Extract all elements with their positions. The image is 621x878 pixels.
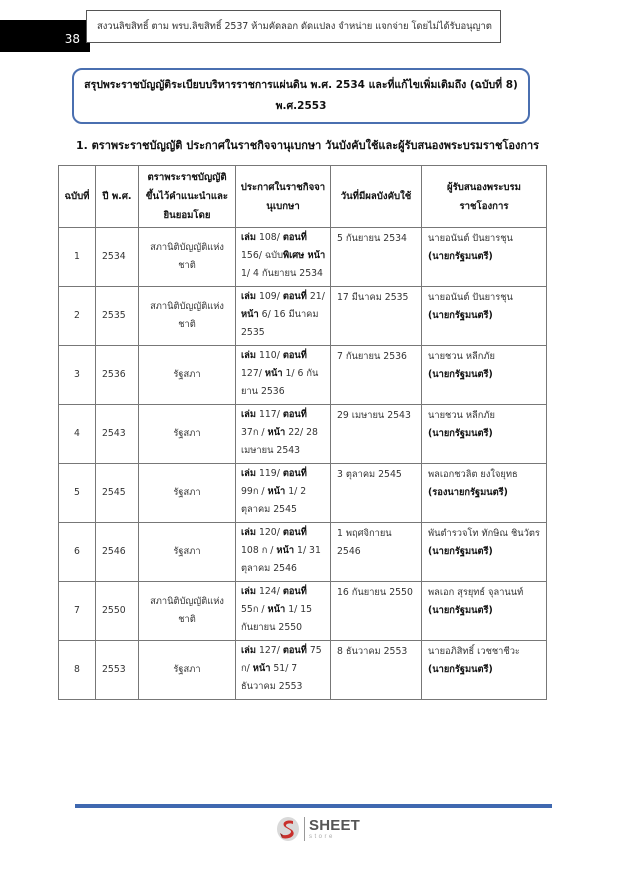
cell-enacted-by: รัฐสภา xyxy=(139,346,236,405)
cell-issue-no: 1 xyxy=(59,228,96,287)
document-title-line2: พ.ศ.2553 xyxy=(275,100,327,112)
cell-effective-date: 7 กันยายน 2536 xyxy=(331,346,422,405)
logo-main-text: SHEET xyxy=(309,817,361,834)
gazette-volume: 120/ xyxy=(256,527,283,538)
gazette-volume-label: เล่ม xyxy=(241,291,257,302)
cell-year: 2534 xyxy=(96,228,139,287)
cell-enacted-by: รัฐสภา xyxy=(139,523,236,582)
gazette-section-label: ตอนที่ xyxy=(282,232,307,243)
sheet-store-s-icon xyxy=(276,816,300,842)
copyright-notice: สงวนลิขสิทธิ์ ตาม พรบ.ลิขสิทธิ์ 2537 ห้ามคัดลอก ดัดแปลง จำหน่าย แจกจ่าย โดยไม่ได้รับอนุญาต xyxy=(97,21,492,32)
gazette-page-date: 1/ 15 กันยายน 2550 xyxy=(241,604,313,633)
gazette-section: 99ก / xyxy=(241,486,268,497)
cell-gazette xyxy=(236,405,331,464)
cell-gazette xyxy=(236,582,331,641)
document-title-box xyxy=(72,68,530,124)
footer-divider xyxy=(75,804,552,808)
gazette-section-label: ตอนที่ xyxy=(282,468,307,479)
gazette-volume: 108/ xyxy=(256,232,283,243)
signer-title: (นายกรัฐมนตรี) xyxy=(428,605,493,616)
table-row xyxy=(59,464,547,523)
cell-gazette xyxy=(236,287,331,346)
gazette-volume: 119/ xyxy=(256,468,283,479)
gazette-page-date: 51/ 7 ธันวาคม 2553 xyxy=(241,663,303,692)
gazette-page-date: 1/ 6 กันยาน 2536 xyxy=(241,368,319,397)
signer-name: นายอนันต์ ปันยารชุน xyxy=(428,233,513,244)
table-row xyxy=(59,641,547,700)
header-enacted-by: ตราพระราชบัญญัติขึ้นไว้คำแนะนำและยินยอมโดย xyxy=(139,166,236,228)
cell-effective-date: 29 เมษายน 2543 xyxy=(331,405,422,464)
table-row xyxy=(59,523,547,582)
header-countersigned-by: ผู้รับสนองพระบรมราชโองการ xyxy=(422,166,547,228)
page-number-box xyxy=(0,20,90,52)
cell-countersigned-by xyxy=(422,405,547,464)
gazette-page-label: หน้า xyxy=(276,545,295,556)
cell-issue-no: 4 xyxy=(59,405,96,464)
cell-issue-no: 3 xyxy=(59,346,96,405)
gazette-page-date: 1/ 4 กันยายน 2534 xyxy=(241,268,323,279)
cell-enacted-by: รัฐสภา xyxy=(139,641,236,700)
gazette-section: 55ก / xyxy=(241,604,268,615)
header-issue-no: ฉบับที่ xyxy=(59,166,96,228)
gazette-section-label: ตอนที่ xyxy=(282,409,307,420)
table-header-row xyxy=(59,166,547,228)
signer-title: (นายกรัฐมนตรี) xyxy=(428,310,493,321)
cell-countersigned-by xyxy=(422,228,547,287)
cell-gazette xyxy=(236,228,331,287)
cell-issue-no: 7 xyxy=(59,582,96,641)
cell-gazette xyxy=(236,641,331,700)
gazette-section: 108 ก / xyxy=(241,545,277,556)
gazette-volume-label: เล่ม xyxy=(241,527,257,538)
table-row xyxy=(59,346,547,405)
cell-enacted-by: สภานิติบัญญัติแห่งชาติ xyxy=(139,287,236,346)
gazette-volume: 124/ xyxy=(256,586,283,597)
cell-effective-date: 16 กันยายน 2550 xyxy=(331,582,422,641)
signer-name: พลเอก สุรยุทธ์ จุลานนท์ xyxy=(428,587,524,598)
cell-effective-date: 8 ธันวาคม 2553 xyxy=(331,641,422,700)
signer-name: พันตำรวจโท ทักษิณ ชินวัตร xyxy=(428,528,540,539)
gazette-section: 37ก / xyxy=(241,427,268,438)
cell-countersigned-by xyxy=(422,346,547,405)
signer-name: นายชวน หลีกภัย xyxy=(428,351,495,362)
gazette-page-date: 22/ 28 เมษายน 2543 xyxy=(241,427,318,456)
cell-issue-no: 8 xyxy=(59,641,96,700)
cell-enacted-by: สภานิติบัญญัติแห่งชาติ xyxy=(139,582,236,641)
cell-year: 2545 xyxy=(96,464,139,523)
amendments-table xyxy=(58,165,547,700)
cell-effective-date: 5 กันยายน 2534 xyxy=(331,228,422,287)
cell-effective-date: 1 พฤศจิกายน 2546 xyxy=(331,523,422,582)
gazette-page-date: 1/ 31 ตุลาคม 2546 xyxy=(241,545,321,574)
gazette-page-label: หน้า xyxy=(267,604,286,615)
sheet-store-logo xyxy=(276,815,360,843)
page-number: 38 xyxy=(64,32,80,46)
cell-year: 2543 xyxy=(96,405,139,464)
gazette-volume: 109/ xyxy=(256,291,283,302)
gazette-section-label: ตอนที่ xyxy=(282,350,307,361)
gazette-page-label: หน้า xyxy=(267,427,286,438)
table-row xyxy=(59,287,547,346)
gazette-section-label: ตอนที่ xyxy=(282,586,307,597)
gazette-volume: 117/ xyxy=(256,409,283,420)
cell-issue-no: 5 xyxy=(59,464,96,523)
header-year: ปี พ.ศ. xyxy=(96,166,139,228)
gazette-section-label: ตอนที่ xyxy=(282,291,307,302)
gazette-section: 75 ก/ xyxy=(241,645,322,674)
table-row xyxy=(59,228,547,287)
gazette-volume-label: เล่ม xyxy=(241,232,257,243)
header-effective-date: วันที่มีผลบังคับใช้ xyxy=(331,166,422,228)
section-heading: 1. ตราพระราชบัญญัติ ประกาศในราชกิจจานุเบกษา วันบังคับใช้และผู้รับสนองพระบรมราชโองการ xyxy=(76,139,540,152)
cell-enacted-by: รัฐสภา xyxy=(139,405,236,464)
signer-name: นายอนันต์ ปันยารชุน xyxy=(428,292,513,303)
signer-title: (รองนายกรัฐมนตรี) xyxy=(428,487,508,498)
signer-name: พลเอกชวลิต ยงใจยุทธ xyxy=(428,469,518,480)
document-title-line1: สรุปพระราชบัญญัติระเบียบบริหารราชการแผ่นดิน พ.ศ. 2534 และที่แก้ไขเพิ่มเติมถึง (ฉบับที่ 8) xyxy=(84,79,518,91)
gazette-volume: 110/ xyxy=(256,350,283,361)
table-row xyxy=(59,405,547,464)
signer-title: (นายกรัฐมนตรี) xyxy=(428,251,493,262)
cell-enacted-by: สภานิติบัญญัติแห่งชาติ xyxy=(139,228,236,287)
gazette-volume-label: เล่ม xyxy=(241,586,257,597)
cell-enacted-by: รัฐสภา xyxy=(139,464,236,523)
cell-countersigned-by xyxy=(422,287,547,346)
gazette-page-label: หน้า xyxy=(241,309,259,320)
gazette-volume-label: เล่ม xyxy=(241,468,257,479)
gazette-section: 127/ xyxy=(241,368,265,379)
signer-title: (นายกรัฐมนตรี) xyxy=(428,428,493,439)
cell-countersigned-by xyxy=(422,523,547,582)
gazette-section: 21/ xyxy=(306,291,325,302)
header-gazette: ประกาศในราชกิจจานุเบกษา xyxy=(236,166,331,228)
cell-issue-no: 6 xyxy=(59,523,96,582)
gazette-page-label: หน้า xyxy=(267,486,286,497)
signer-title: (นายกรัฐมนตรี) xyxy=(428,369,493,380)
gazette-section-label: ตอนที่ xyxy=(282,645,307,656)
signer-name: นายชวน หลีกภัย xyxy=(428,410,495,421)
cell-issue-no: 2 xyxy=(59,287,96,346)
cell-effective-date: 17 มีนาคม 2535 xyxy=(331,287,422,346)
gazette-volume-label: เล่ม xyxy=(241,350,257,361)
cell-year: 2553 xyxy=(96,641,139,700)
cell-effective-date: 3 ตุลาคม 2545 xyxy=(331,464,422,523)
cell-gazette xyxy=(236,464,331,523)
gazette-volume-label: เล่ม xyxy=(241,645,257,656)
cell-year: 2535 xyxy=(96,287,139,346)
logo-sub-text: store xyxy=(309,834,335,840)
table-row xyxy=(59,582,547,641)
gazette-page-label: หน้า xyxy=(252,663,271,674)
cell-year: 2550 xyxy=(96,582,139,641)
cell-countersigned-by xyxy=(422,582,547,641)
gazette-page-date: 6/ 16 มีนาคม 2535 xyxy=(241,309,319,338)
copyright-notice-box xyxy=(86,10,501,43)
logo-separator xyxy=(304,817,305,841)
gazette-volume: 127/ xyxy=(256,645,283,656)
cell-countersigned-by xyxy=(422,641,547,700)
gazette-page-label: พิเศษ หน้า xyxy=(282,250,326,261)
cell-year: 2536 xyxy=(96,346,139,405)
gazette-section-label: ตอนที่ xyxy=(282,527,307,538)
cell-gazette xyxy=(236,523,331,582)
signer-name: นายอภิสิทธิ์ เวชชาชีวะ xyxy=(428,646,520,657)
cell-gazette xyxy=(236,346,331,405)
gazette-volume-label: เล่ม xyxy=(241,409,257,420)
gazette-page-label: หน้า xyxy=(264,368,283,379)
signer-title: (นายกรัฐมนตรี) xyxy=(428,546,493,557)
cell-countersigned-by xyxy=(422,464,547,523)
cell-year: 2546 xyxy=(96,523,139,582)
gazette-section: 156/ ฉบับ xyxy=(241,250,283,261)
signer-title: (นายกรัฐมนตรี) xyxy=(428,664,493,675)
gazette-page-date: 1/ 2 ตุลาคม 2545 xyxy=(241,486,307,515)
